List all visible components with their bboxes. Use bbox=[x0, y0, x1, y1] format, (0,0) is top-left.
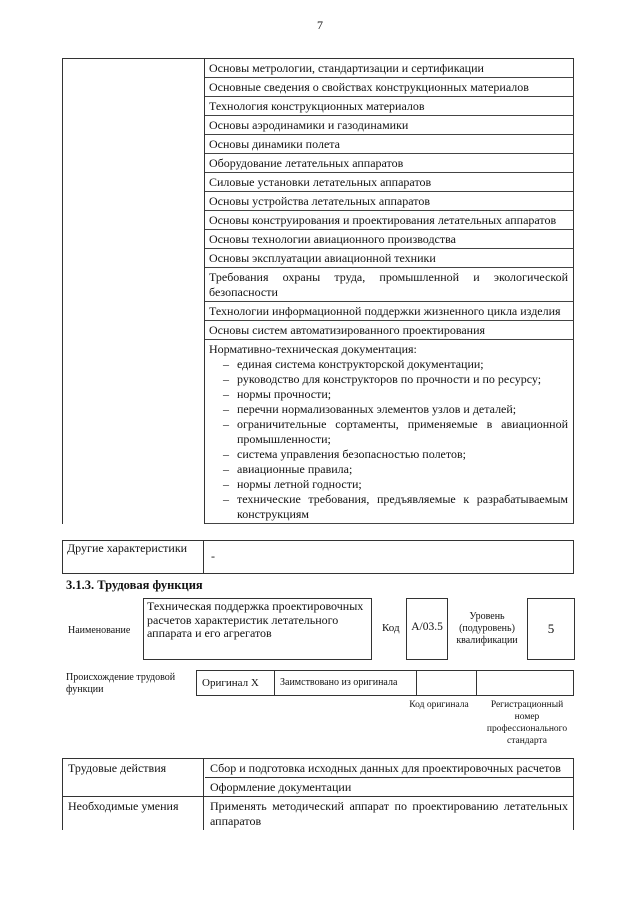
normative-item: – авиационные правила; bbox=[223, 462, 353, 476]
knowledge-item: Технология конструкционных материалов bbox=[204, 97, 574, 116]
knowledge-item: Основы эксплуатации авиационной техники bbox=[204, 249, 574, 268]
normative-item: – нормы летной годности; bbox=[223, 477, 362, 491]
level-label: Уровень (подуровень) квалификации bbox=[456, 611, 518, 646]
knowledge-item: Технологии информационной поддержки жизненного цикла изделия bbox=[204, 302, 574, 321]
knowledge-item: Основы конструирования и проектирования летательных аппаратов bbox=[204, 211, 574, 230]
skills-label: Необходимые умения bbox=[63, 797, 204, 830]
knowledge-item: Основные сведения о свойствах конструкционных материалов bbox=[204, 78, 574, 97]
knowledge-item: Основы систем автоматизированного проектирования bbox=[204, 321, 574, 340]
origin-reg-cell bbox=[477, 671, 573, 695]
reg-number-caption: Регистрационный номер профессионального стандарта bbox=[486, 700, 568, 746]
knowledge-item: Оборудование летательных аппаратов bbox=[204, 154, 574, 173]
skill-item: Применять методический аппарат по проектированию летательных аппаратов bbox=[210, 799, 568, 828]
section-title: 3.1.3. Трудовая функция bbox=[66, 578, 203, 592]
normative-item: – технические требования, предъявляемые к разрабатываемым конструкциям bbox=[223, 492, 568, 521]
labor-function-code: A/03.5 bbox=[406, 598, 448, 660]
labor-function-name: Техническая поддержка проектировочных расчетов характеристик летательного аппарата и его агрегатов bbox=[143, 598, 372, 660]
origin-table bbox=[196, 670, 574, 696]
origin-code-cell bbox=[417, 671, 477, 695]
other-characteristics-value: - bbox=[211, 549, 215, 563]
normative-item: – единая система конструкторской документации; bbox=[223, 357, 484, 371]
normative-item: – система управления безопасностью полетов; bbox=[223, 447, 466, 461]
labor-action-item: Сбор и подготовка исходных данных для проектировочных расчетов bbox=[205, 759, 573, 778]
origin-label: Происхождение трудовой функции bbox=[66, 672, 176, 695]
normative-item: – ограничительные сортаменты, применяемые в авиационной промышленности; bbox=[223, 417, 568, 446]
code-label: Код bbox=[382, 622, 400, 634]
actions-table bbox=[62, 758, 574, 830]
other-characteristics-label: Другие характеристики bbox=[63, 541, 204, 573]
normative-docs bbox=[204, 340, 574, 524]
normative-item: – руководство для конструкторов по прочности и по ресурсу; bbox=[223, 372, 542, 386]
knowledge-item: Основы метрологии, стандартизации и сертификации bbox=[204, 59, 574, 78]
knowledge-table bbox=[62, 58, 574, 524]
knowledge-item: Основы устройства летательных аппаратов bbox=[204, 192, 574, 211]
normative-item: – нормы прочности; bbox=[223, 387, 332, 401]
origin-original: Оригинал Х bbox=[197, 671, 275, 695]
knowledge-item: Основы аэродинамики и газодинамики bbox=[204, 116, 574, 135]
qualification-level: 5 bbox=[527, 598, 575, 660]
origin-borrowed: Заимствовано из оригинала bbox=[275, 671, 417, 695]
code-original-caption: Код оригинала bbox=[409, 700, 469, 710]
normative-heading: Нормативно-техническая документация: bbox=[209, 342, 417, 356]
knowledge-item: Основы технологии авиационного производства bbox=[204, 230, 574, 249]
other-characteristics-row bbox=[62, 540, 574, 574]
labor-actions-label: Трудовые действия bbox=[63, 759, 204, 796]
knowledge-item: Силовые установки летательных аппаратов bbox=[204, 173, 574, 192]
name-label: Наименование bbox=[68, 625, 131, 636]
normative-item: – перечни нормализованных элементов узлов и деталей; bbox=[223, 402, 517, 416]
page-number: 7 bbox=[317, 18, 323, 32]
labor-action-item: Оформление документации bbox=[210, 780, 352, 794]
knowledge-item: Требования охраны труда, промышленной и экологической безопасности bbox=[204, 268, 574, 302]
knowledge-item: Основы динамики полета bbox=[204, 135, 574, 154]
